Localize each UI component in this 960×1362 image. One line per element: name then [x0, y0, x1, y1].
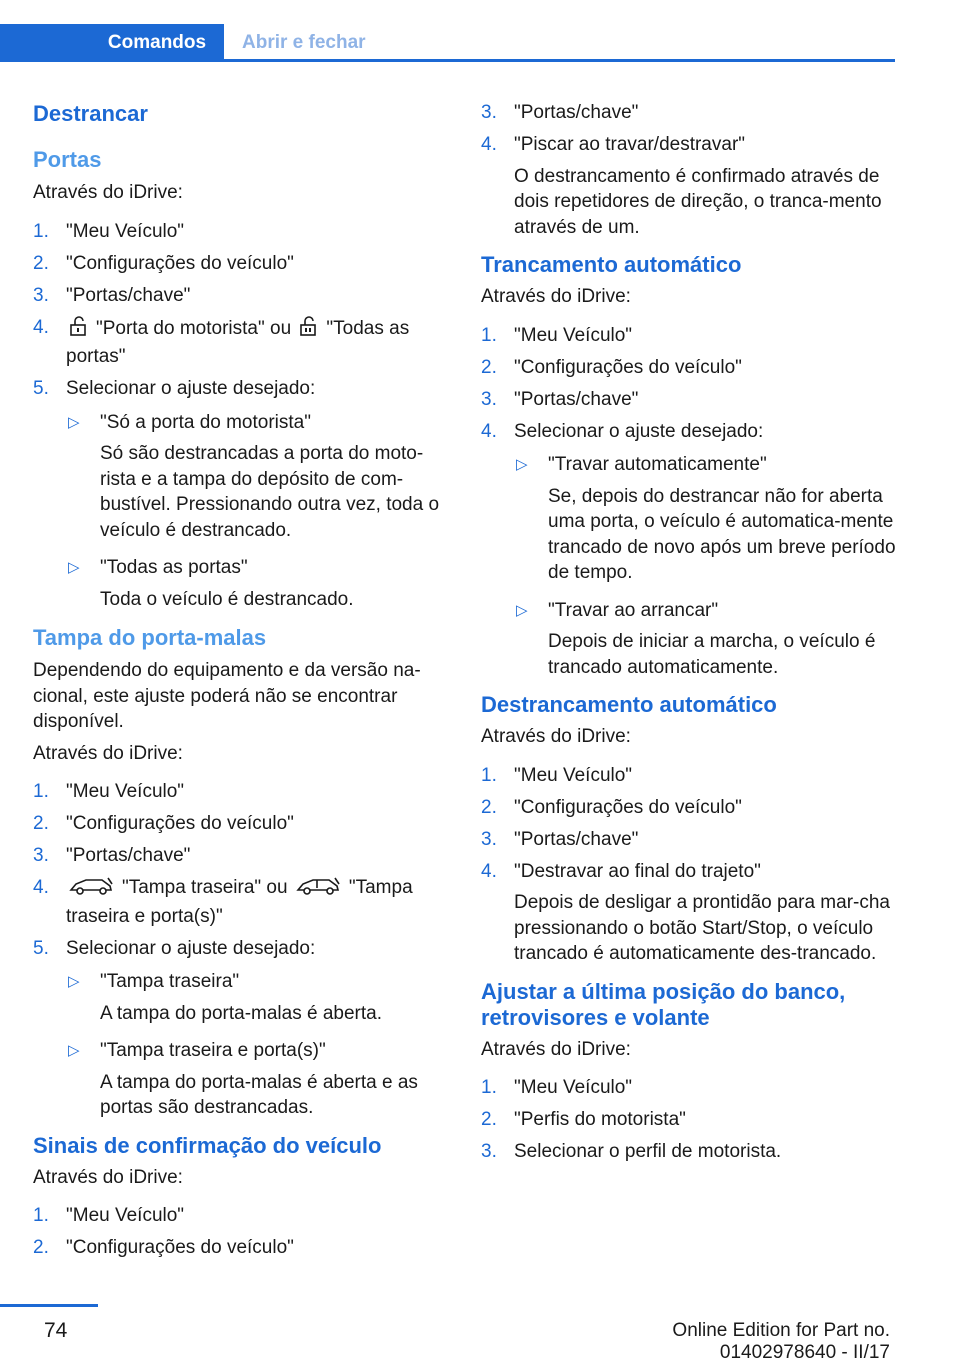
- section-title-destrancar: Destrancar: [33, 101, 148, 126]
- tab-comandos[interactable]: Comandos: [90, 24, 224, 62]
- option-item: ▷ "Travar ao arrancar" Depois de iniciar a marcha, o veículo é trancado automaticamente.: [514, 598, 901, 681]
- intro-text: Através do iDrive:: [481, 1038, 631, 1060]
- edition-footer: Online Edition for Part no. 01402978640 - II/17: [672, 1320, 890, 1362]
- triangle-bullet-icon: ▷: [68, 413, 80, 431]
- note-text: Dependendo do equipamento e da versão na-cional, este ajuste poderá não se encontrar disponível.: [33, 660, 421, 732]
- steps-list-sinais: [33, 1203, 453, 1261]
- steps-list-sinais-cont: [481, 100, 901, 240]
- list-item: 3. "Portas/chave": [481, 828, 639, 850]
- unlock-all-icon: [298, 315, 318, 345]
- chapter-header: [0, 24, 895, 62]
- option-item: ▷ "Travar automaticamente" Se, depois do destrancar não for aberta uma porta, o veículo é automatica-mente trancado de novo após um breve período de tempo.: [514, 452, 901, 586]
- intro-text: Através do iDrive:: [33, 182, 183, 203]
- step-description: O destrancamento é confirmado através de dois repetidores de direção, o tranca-mento através de um.: [514, 165, 882, 238]
- page-number-bar: [0, 1304, 98, 1307]
- intro-text: Através do iDrive:: [481, 726, 631, 747]
- option-item: ▷ "Tampa traseira e porta(s)" A tampa do porta-malas é aberta e as portas são destrancadas.: [66, 1038, 453, 1121]
- right-column: [481, 100, 901, 1171]
- subheading-portas: Portas: [33, 147, 102, 172]
- subheading-trancamento: Trancamento automático: [481, 252, 742, 277]
- triangle-bullet-icon: ▷: [68, 1042, 80, 1059]
- subheading-sinais: Sinais de confirmação do veículo: [33, 1132, 382, 1158]
- option-description: Se, depois do destrancar não for aberta uma porta, o veículo é automatica-mente trancado de novo após um breve período de tempo.: [548, 485, 896, 583]
- list-item: 2. "Configurações do veículo": [33, 1237, 294, 1258]
- list-item: 2. "Configurações do veículo": [481, 796, 742, 818]
- intro-text: Através do iDrive:: [33, 1166, 183, 1188]
- list-item: 1. "Meu Veículo": [481, 764, 633, 786]
- list-item: 2. "Configurações do veículo": [33, 252, 294, 274]
- steps-list-ajustar: [481, 1075, 901, 1165]
- subheading-ajustar: Ajustar a última posição do banco, retrovisores e volante: [481, 978, 846, 1030]
- subheading-destrancamento: Destrancamento automático: [481, 692, 777, 717]
- list-item: 3. "Portas/chave": [481, 388, 639, 410]
- option-description: A tampa do porta-malas é aberta.: [100, 1002, 382, 1024]
- list-item: 2. "Configurações do veículo": [33, 813, 294, 834]
- left-column: [33, 100, 453, 1267]
- list-item: 2. "Configurações do veículo": [481, 356, 742, 378]
- steps-list-portas: [33, 219, 453, 613]
- option-item: ▷ "Só a porta do motorista" Só são destrancadas a porta do moto-rista e a tampa do depósito de com-bustível. Pressionando outra vez, toda o veículo é destrancado.: [66, 410, 453, 544]
- option-description: Toda o veículo é destrancado.: [100, 588, 354, 610]
- list-item: 1. "Meu Veículo": [33, 220, 185, 242]
- list-item: 4. "Destravar ao final do trajeto" Depois de desligar a prontidão para mar-cha pressionando o botão Start/Stop, o veículo trancado é automaticamente des-trancado.: [481, 859, 901, 967]
- unlock-icon: [68, 315, 88, 345]
- triangle-bullet-icon: ▷: [68, 973, 80, 990]
- list-item: 1. "Meu Veículo": [481, 324, 633, 346]
- page-number: 74: [44, 1319, 68, 1342]
- option-description: Depois de iniciar a marcha, o veículo é trancado automaticamente.: [548, 631, 876, 678]
- list-item: 1. "Meu Veículo": [33, 1205, 185, 1226]
- header-accent-strip: [0, 24, 90, 62]
- options-list: [66, 969, 453, 1121]
- options-list: [514, 452, 901, 680]
- triangle-bullet-icon: ▷: [516, 601, 528, 619]
- options-list: [66, 410, 453, 613]
- list-item: 1. "Meu Veículo": [481, 1077, 633, 1098]
- list-item: 3. Selecionar o perfil de motorista.: [481, 1141, 782, 1162]
- car-tailgate-icon: [68, 876, 114, 904]
- list-item: 1. "Meu Veículo": [33, 781, 185, 802]
- subheading-tampa: Tampa do porta-malas: [33, 625, 267, 650]
- list-item: 5. Selecionar o ajuste desejado: ▷ "Tampa traseira" A tampa do porta-malas é aberta. ▷ "Tampa traseira e porta(s)" A tampa do porta-malas é aberta e as portas são destrancadas.: [33, 936, 453, 1121]
- option-item: ▷ "Todas as portas" Toda o veículo é destrancado.: [66, 555, 453, 612]
- list-item: 5. Selecionar o ajuste desejado: ▷ "Só a porta do motorista" Só são destrancadas a porta do moto-rista e a tampa do depósito de com-bustível. Pressionando outra vez, toda o veículo é destrancado. ▷ "Todas as portas" Toda o veículo é destrancado.: [33, 376, 453, 612]
- list-item: 2. "Perfis do motorista": [481, 1109, 686, 1130]
- list-item: 3. "Portas/chave": [33, 845, 191, 866]
- intro-text: Através do iDrive:: [481, 286, 631, 307]
- step-description: Depois de desligar a prontidão para mar-cha pressionando o botão Start/Stop, o veículo trancado é automaticamente des-trancado.: [514, 892, 890, 964]
- list-item: 3. "Portas/chave": [33, 284, 191, 306]
- header-underline: [224, 59, 895, 62]
- tab-abrir-e-fechar[interactable]: Abrir e fechar: [242, 32, 366, 53]
- option-description: A tampa do porta-malas é aberta e as portas são destrancadas.: [100, 1071, 418, 1118]
- car-tailgate-doors-icon: [295, 876, 341, 904]
- list-item: 4. "Tampa traseira" ou "Tampa traseira e porta(s)": [33, 877, 413, 927]
- list-item: 4. "Porta do motorista" ou "Todas as portas": [33, 316, 410, 367]
- triangle-bullet-icon: ▷: [516, 456, 528, 473]
- list-item: 4. "Piscar ao travar/destravar" O destrancamento é confirmado através de dois repetidores de direção, o tranca-mento através de um.: [481, 132, 901, 240]
- steps-list-trancamento: [481, 323, 901, 681]
- triangle-bullet-icon: ▷: [68, 559, 80, 576]
- steps-list-destrancamento: [481, 763, 901, 967]
- list-item: 4. Selecionar o ajuste desejado: ▷ "Travar automaticamente" Se, depois do destrancar não for aberta uma porta, o veículo é automatica-mente trancado de novo após um breve período de tempo. ▷ "Travar ao arrancar" Depois de iniciar a marcha, o veículo é trancado automaticamente.: [481, 419, 901, 681]
- option-item: ▷ "Tampa traseira" A tampa do porta-malas é aberta.: [66, 969, 453, 1026]
- intro-text: Através do iDrive:: [33, 742, 183, 764]
- option-description: Só são destrancadas a porta do moto-rista e a tampa do depósito de com-bustível. Pressionando outra vez, toda o veículo é destrancado.: [100, 443, 440, 541]
- list-item: 3. "Portas/chave": [481, 102, 639, 123]
- steps-list-tampa: [33, 779, 453, 1121]
